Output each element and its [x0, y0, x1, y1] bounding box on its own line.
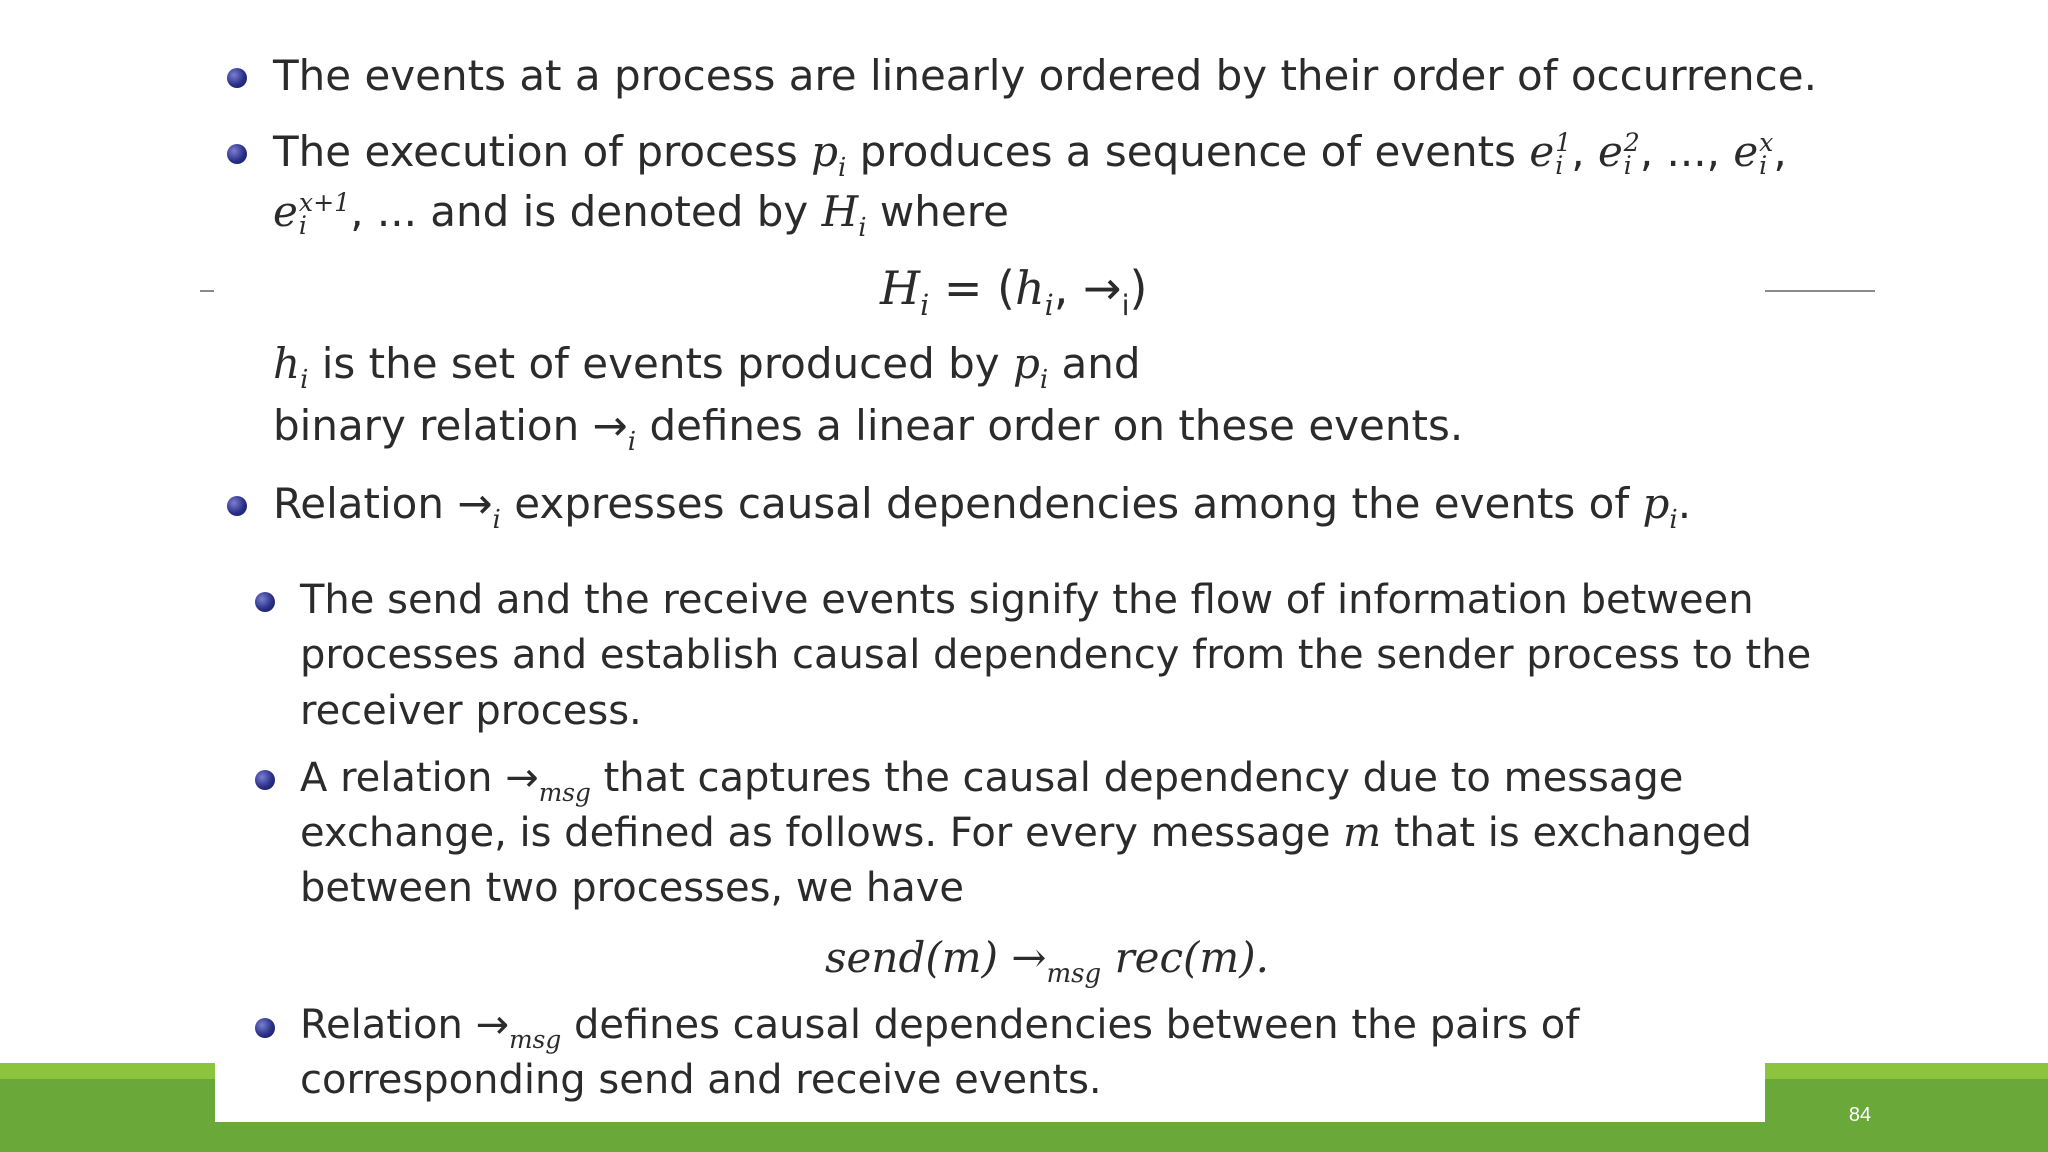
text-span: , ... and is denoted by — [350, 187, 809, 236]
definition-line-2: binary relation $\to_i$ defines a linear order on these events. — [273, 401, 1464, 458]
math-e1: e 1 i — [1529, 127, 1572, 180]
bullet-marker — [255, 770, 275, 790]
bullet-text-1 — [273, 50, 1817, 102]
bullet-marker — [227, 68, 247, 88]
math-ex1: e x+1 i — [273, 187, 351, 240]
divider-right — [1765, 290, 1875, 292]
divider-left — [200, 290, 214, 292]
text-span: ..., — [1666, 127, 1720, 176]
sub-bullet-1-line3: receiver process. — [300, 688, 642, 734]
text-span: where — [879, 187, 1009, 236]
page-number: 84 — [1848, 1104, 1872, 1126]
bullet-marker — [227, 144, 247, 164]
text-span: The execution of process — [273, 127, 798, 176]
sub-bullet-3-line2: corresponding send and receive events. — [300, 1057, 1102, 1103]
sub-bullet-2-line3: between two processes, we have — [300, 865, 965, 911]
sub-bullet-1-line1: The send and the receive events signify the flow of information between — [300, 577, 1754, 623]
sub-bullet-2-line1: A relation $\to_{msg}$ that captures the causal dependency due to message — [300, 755, 1684, 807]
math-calH: $H_i$ — [821, 187, 867, 244]
bullet-marker — [255, 1018, 275, 1038]
bullet-text-3: Relation $\to_i$ expresses causal dependencies among the events of $p_i$. — [273, 479, 1692, 536]
sub-bullet-2-line2: exchange, is defined as follows. For every message m that is exchanged — [300, 810, 1752, 856]
sub-bullet-1-line2: processes and establish causal dependency from the sender process to the — [300, 632, 1812, 678]
math-ex: e x i — [1733, 127, 1774, 180]
definition-line-1: $h_i$ is the set of events produced by $p_i$ and — [273, 339, 1141, 396]
sub-bullet-3-line1: Relation $\to_{msg}$ defines causal dependencies between the pairs of — [300, 1002, 1580, 1054]
formula-history: $H_i = (h_i$, $\to_i$) — [880, 261, 1148, 323]
bullet-1-text: The events at a process are linearly ordered by their order of occurrence. — [273, 51, 1817, 100]
text-span: produces a sequence of events — [859, 127, 1516, 176]
math-e2: e 2 i — [1597, 127, 1640, 180]
bullet-text-2-line1: The execution of process $p_i$ produces a sequence of events e 1 i , e 2 i , ..., e x i , — [273, 127, 1787, 184]
math-p: $p_i$ — [811, 127, 847, 184]
bullet-marker — [255, 592, 275, 612]
bullet-text-2-line2 — [273, 186, 1009, 244]
bullet-marker — [227, 496, 247, 516]
formula-send-rec: send(m) $\to_{msg}$ rec(m). — [825, 933, 1269, 990]
